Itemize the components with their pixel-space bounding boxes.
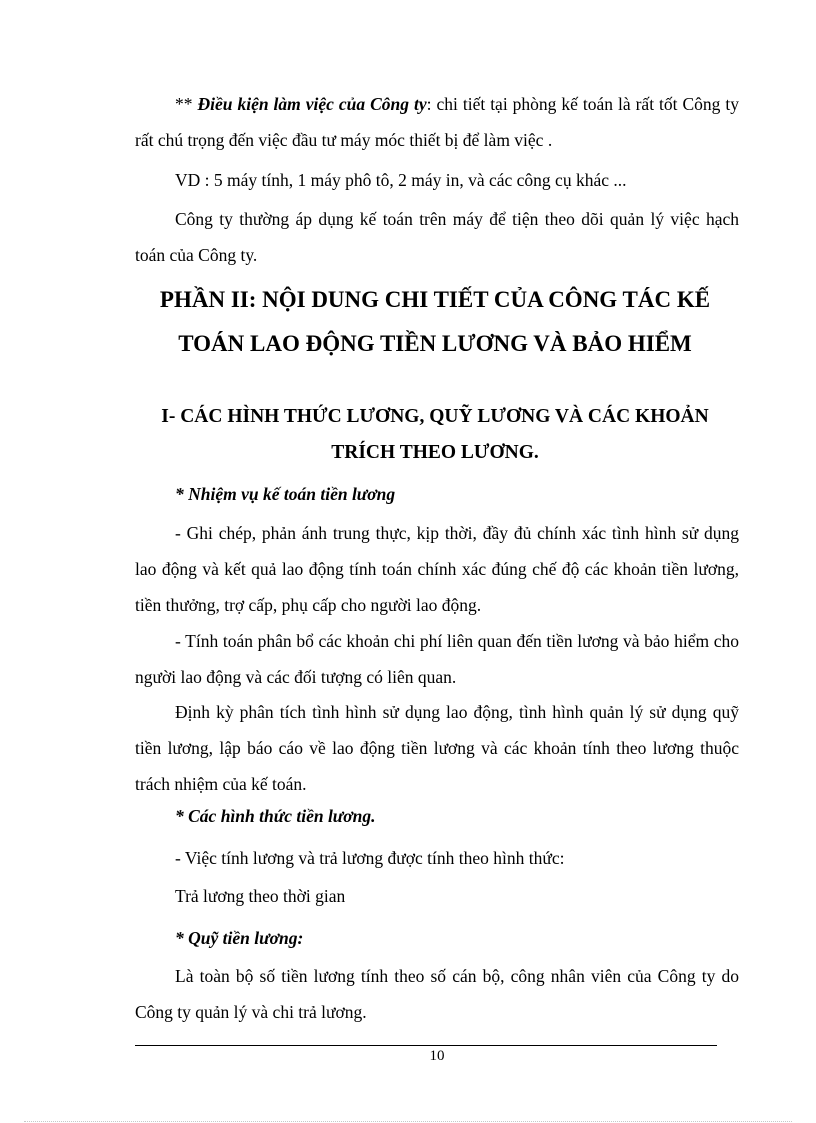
part-heading-line-1: PHẦN II: NỘI DUNG CHI TIẾT CỦA CÔNG TÁC KẾ	[159, 287, 711, 312]
paragraph-wage-fund: Là toàn bộ số tiền lương tính theo số cán bộ, công nhân viên của Công ty do Công ty quản lý và chi trả lương.	[135, 966, 739, 1022]
part-heading-line-2: TOÁN LAO ĐỘNG TIỀN LƯƠNG VÀ BẢO HIỂM	[178, 331, 692, 356]
paragraph-calculation: - Việc tính lương và trả lương được tính theo hình thức:	[175, 848, 565, 868]
subheading-wage-fund: * Quỹ tiền lương:	[175, 928, 304, 948]
part-heading	[120, 278, 750, 366]
paragraph-time-based: Trả lương theo thời gian	[175, 886, 346, 906]
page-number: 10	[429, 1048, 445, 1064]
paragraph-allocation: - Tính toán phân bổ các khoản chi phí liên quan đến tiền lương và bảo hiểm cho người lao động và các đối tượng có liên quan.	[135, 631, 739, 687]
paragraph-computer-accounting: Công ty thường áp dụng kế toán trên máy để tiện theo dõi quản lý việc hạch toán của Công ty.	[135, 209, 739, 265]
paragraph-working-conditions	[135, 86, 739, 158]
subheading-wage-forms: * Các hình thức tiền lương.	[175, 806, 376, 826]
paragraph-example: VD : 5 máy tính, 1 máy phô tô, 2 máy in, và các công cụ khác ...	[175, 170, 627, 190]
paragraph-prefix: **	[175, 94, 198, 114]
page-edge-dotted-line	[24, 1121, 792, 1122]
section-heading-line-2: TRÍCH THEO LƯƠNG.	[331, 442, 539, 463]
section-heading-line-1: I- CÁC HÌNH THỨC LƯƠNG, QUỸ LƯƠNG VÀ CÁC KHOẢN	[161, 406, 709, 427]
subheading-duties: * Nhiệm vụ kế toán tiền lương	[175, 484, 396, 504]
paragraph-text: : chi tiết tại phòng kế toán là rất tốt Công ty rất chú trọng đến việc đầu tư máy móc thiết bị để làm việc .	[135, 94, 740, 150]
paragraph-record-keeping: - Ghi chép, phản ánh trung thực, kịp thời, đầy đủ chính xác tình hình sử dụng lao động và kết quả lao động tính toán chính xác đúng chế độ các khoản tiền lương, tiền thưởng, trợ cấp, phụ cấp cho người lao động.	[135, 523, 739, 615]
paragraph-lead: Điều kiện làm việc của Công ty	[197, 94, 427, 114]
section-heading	[120, 399, 750, 471]
paragraph-periodic-analysis: Định kỳ phân tích tình hình sử dụng lao động, tình hình quản lý sử dụng quỹ tiền lương, lập báo cáo về lao động tiền lương và các khoản tính theo lương thuộc trách nhiệm của kế toán.	[135, 702, 739, 794]
